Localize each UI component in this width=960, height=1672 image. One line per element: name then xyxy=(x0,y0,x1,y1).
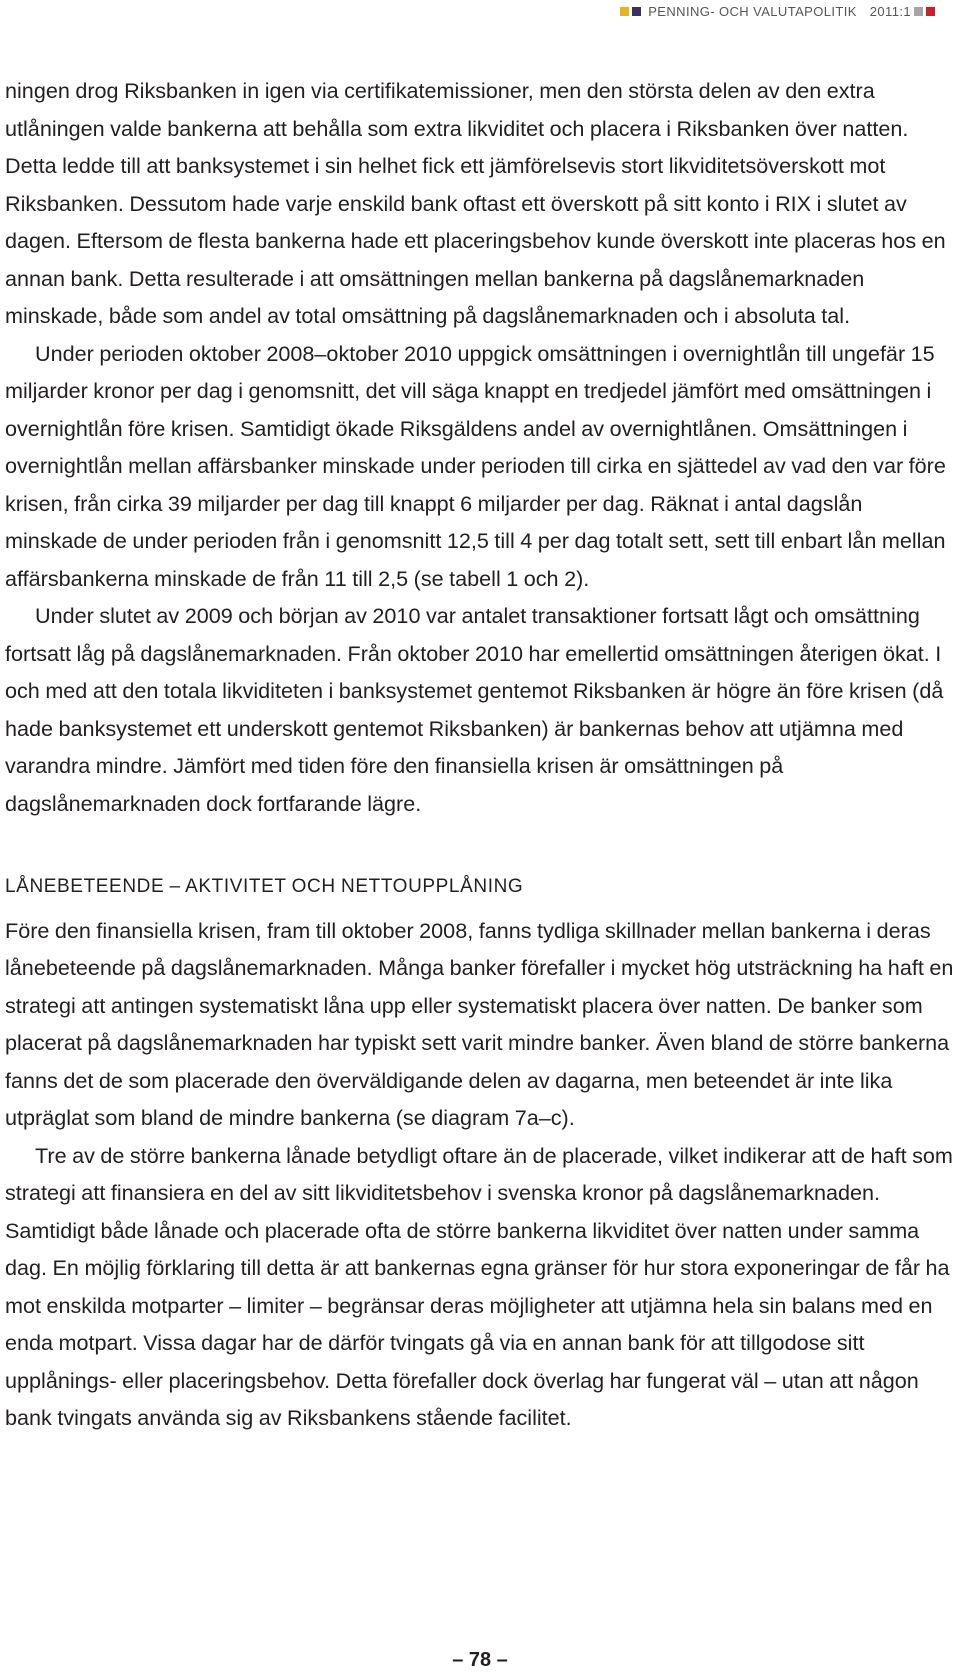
journal-issue: 2011:1 xyxy=(869,4,911,19)
yellow-square-icon xyxy=(620,7,629,16)
paragraph: Under perioden oktober 2008–oktober 2010 uppgick omsättningen i overnightlån till ungefär 15 miljarder kronor per dag i genomsnitt, det vill säga knappt en tredjedel jämfört med omsättningen i overnightlån före krisen. Samtidigt ökade Riksgäldens andel av overnightlånen. Omsättningen i overnightlån mellan affärsbanker minskade under perioden till cirka en sjättedel av vad den var före krisen, från cirka 39 miljarder per dag till knappt 6 miljarder per dag. Räknat i antal dagslån minskade de under perioden från i genomsnitt 12,5 till 4 per dag totalt sett, sett till enbart lån mellan affärsbankerna minskade de från 11 till 2,5 (se tabell 1 och 2). xyxy=(5,340,946,591)
paragraph-continuation: ningen drog Riksbanken in igen via certifikatemissioner, men den största delen av den extra utlåningen valde bankerna att behålla som extra likviditet och placera i Riksbanken över natten. Detta ledde till att banksystemet i sin helhet fick ett jämförelsevis stort likviditetsöverskott mot Riksbanken. Dessutom hade varje enskild bank oftast ett överskott på sitt konto i RIX i slutet av dagen. Eftersom de flesta bankerna hade ett placeringsbehov kunde överskott inte placeras hos en annan bank. Detta resulterade i att omsättningen mellan bankerna på dagslånemarknaden minskade, både som andel av total omsättning på dagslånemarknaden och i absoluta tal. xyxy=(5,78,946,328)
page-number: – 78 – xyxy=(452,1649,508,1671)
paragraph: Före den finansiella krisen, fram till oktober 2008, fanns tydliga skillnader mellan bankerna i deras lånebeteende på dagslånemarknaden. Många banker förefaller i mycket hög utsträckning ha haft en strategi att antingen systematiskt låna upp eller systematiskt placera över natten. De banker som placerat på dagslånemarknaden har typiskt sett varit mindre banker. Även bland de större bankerna fanns det de som placerade den överväldigande delen av dagarna, men beteendet är inte lika utpräglat som bland de mindre bankerna (se diagram 7a–c). xyxy=(5,917,954,1130)
paragraph: Tre av de större bankerna lånade betydligt oftare än de placerade, vilket indikerar att de haft som strategi att finansiera en del av sitt likviditetsbehov i svenska kronor på dagslånemarknaden. Samtidigt både lånade och placerade ofta de större bankerna likviditet över natten under samma dag. En möjlig förklaring till detta är att bankernas egna gränser för hur stora exponeringar de får ha mot enskilda motparter – limiter – begränsar deras möjligheter att utjämna hela sin balans med en enda motpart. Vissa dagar har de därför tvingats gå via en annan bank för att tillgodose sitt upplånings- eller placeringsbehov. Detta förefaller dock överlag har fungerat väl – utan att någon bank tvingats använda sig av Riksbankens stående facilitet. xyxy=(5,1142,953,1430)
article-body xyxy=(5,72,955,1437)
running-header xyxy=(620,4,938,19)
purple-square-icon xyxy=(632,7,641,16)
red-square-icon xyxy=(926,7,935,16)
gray-square-icon xyxy=(914,7,923,16)
paragraph: Under slutet av 2009 och början av 2010 var antalet transaktioner fortsatt lågt och omsättning fortsatt låg på dagslånemarknaden. Från oktober 2010 har emellertid omsättningen återigen ökat. I och med att den totala likviditeten i banksystemet gentemot Riksbanken är högre än före krisen (då hade banksystemet ett underskott gentemot Riksbanken) är bankernas behov att utjämna med varandra mindre. Jämfört med tiden före den finansiella krisen är omsättningen på dagslånemarknaden dock fortfarande lägre. xyxy=(5,603,944,816)
section-heading: LÅNEBETEENDE – AKTIVITET OCH NETTOUPPLÅNING xyxy=(5,876,524,897)
journal-title: PENNING- OCH VALUTAPOLITIK xyxy=(648,4,857,19)
